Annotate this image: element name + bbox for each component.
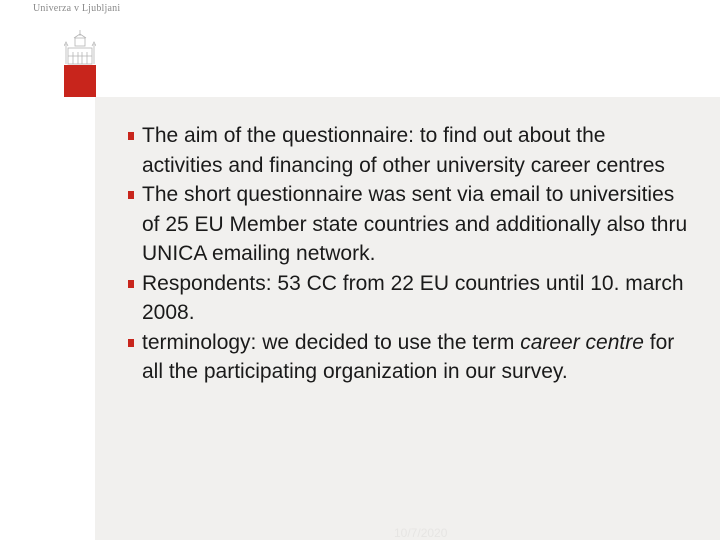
bullet-text: The aim of the questionnaire: to find out about the activities and financing of other university career centres [142, 124, 665, 177]
crest-red-block [64, 65, 96, 97]
bullet-marker-icon [128, 280, 134, 288]
bullet-marker-icon [128, 132, 134, 140]
university-logo-text: Univerza v Ljubljani [33, 3, 121, 14]
bullet-text: terminology: we decided to use the term [142, 330, 521, 354]
bullet-marker-icon [128, 339, 134, 347]
bullet-text: for all the participating organization in our survey. [142, 330, 675, 383]
bullet-list [128, 121, 688, 387]
bullet-text: The short questionnaire was sent via email to universities of 25 EU Member state countries and additionally also thru UNICA emailing network. [142, 183, 688, 265]
bullet-item [128, 328, 688, 387]
bullet-marker-icon [128, 191, 134, 199]
bullet-item [128, 269, 688, 328]
university-crest-icon [64, 30, 96, 97]
bullet-item [128, 180, 688, 269]
bullet-text-italic: career centre [520, 330, 644, 354]
bullet-text: Respondents: 53 CC from 22 EU countries until 10. march 2008. [142, 271, 684, 324]
bullet-item [128, 121, 688, 180]
footer-date: 10/7/2020 [394, 526, 448, 540]
